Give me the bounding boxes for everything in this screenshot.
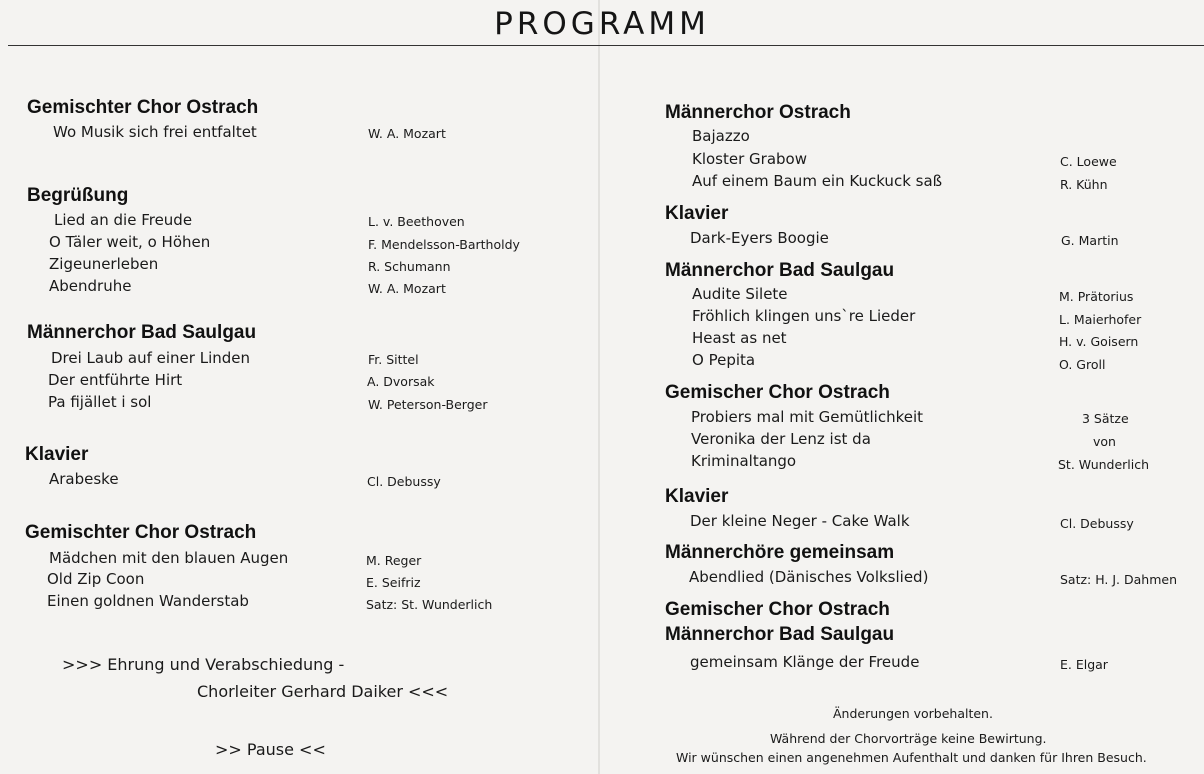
section-heading: Begrüßung	[27, 185, 129, 206]
piece-title: Mädchen mit den blauen Augen	[49, 549, 289, 567]
piece-composer: A. Dvorsak	[367, 374, 435, 389]
piece-composer: M. Prätorius	[1059, 289, 1134, 304]
piece-title: Heast as net	[692, 329, 787, 347]
piece-title: Abendlied (Dänisches Volkslied)	[689, 568, 929, 586]
piece-title: Audite Silete	[692, 285, 788, 303]
piece-title: Abendruhe	[49, 277, 132, 295]
piece-composer: Satz: H. J. Dahmen	[1060, 572, 1177, 587]
piece-title: Dark-Eyers Boogie	[690, 229, 829, 247]
piece-composer: E. Seifriz	[366, 575, 421, 590]
section-heading: Gemischer Chor Ostrach	[665, 599, 890, 620]
section-heading: Männerchor Ostrach	[665, 102, 851, 123]
section-heading: Männerchor Bad Saulgau	[27, 322, 257, 343]
section-heading: Gemischter Chor Ostrach	[25, 522, 257, 543]
piece-title: Kriminaltango	[691, 452, 797, 470]
piece-title: Kloster Grabow	[692, 150, 807, 168]
piece-title: Veronika der Lenz ist da	[691, 430, 871, 448]
piece-composer: G. Martin	[1061, 233, 1119, 248]
no-service-note: Während der Chorvorträge keine Bewirtung.	[770, 731, 1047, 746]
piece-composer: Cl. Debussy	[367, 474, 441, 489]
honor-line-1: >>> Ehrung und Verabschiedung -	[62, 655, 345, 674]
piece-composer: C. Loewe	[1060, 154, 1117, 169]
section-heading: Männerchor Bad Saulgau	[665, 260, 895, 281]
closing-note: Wir wünschen einen angenehmen Aufenthalt und danken für Ihren Besuch.	[676, 750, 1147, 765]
piece-composer: St. Wunderlich	[1058, 457, 1150, 472]
piece-title: Old Zip Coon	[47, 570, 145, 588]
piece-title: Arabeske	[49, 470, 119, 488]
piece-title: Zigeunerleben	[49, 255, 159, 273]
piece-composer: M. Reger	[366, 553, 422, 568]
piece-title: gemeinsam Klänge der Freude	[690, 653, 920, 671]
piece-title: Einen goldnen Wanderstab	[47, 592, 249, 610]
section-heading: Klavier	[25, 444, 89, 465]
title-rule	[8, 45, 1204, 46]
piece-composer: Cl. Debussy	[1060, 516, 1134, 531]
piece-composer: W. A. Mozart	[368, 126, 446, 141]
piece-title: Fröhlich klingen uns`re Lieder	[692, 307, 916, 325]
page-title: PROGRAMM	[494, 6, 710, 42]
piece-title: Bajazzo	[692, 127, 750, 145]
piece-title: Der kleine Neger - Cake Walk	[690, 512, 910, 530]
piece-composer: L. Maierhofer	[1059, 312, 1142, 327]
piece-title: O Täler weit, o Höhen	[49, 233, 211, 251]
piece-composer: W. A. Mozart	[368, 281, 446, 296]
piece-title: Lied an die Freude	[54, 211, 193, 229]
piece-composer: von	[1093, 434, 1116, 449]
changes-note: Änderungen vorbehalten.	[833, 706, 993, 721]
section-heading: Männerchöre gemeinsam	[665, 542, 895, 563]
section-heading: Gemischter Chor Ostrach	[27, 97, 259, 118]
piece-title: Der entführte Hirt	[48, 371, 183, 389]
piece-composer: Satz: St. Wunderlich	[366, 597, 493, 612]
piece-composer: L. v. Beethoven	[368, 214, 465, 229]
piece-title: Probiers mal mit Gemütlichkeit	[691, 408, 924, 426]
honor-line-2: Chorleiter Gerhard Daiker <<<	[197, 682, 449, 701]
piece-title: Pa fijället i sol	[48, 393, 152, 411]
section-heading: Gemischer Chor Ostrach	[665, 382, 890, 403]
piece-composer: 3 Sätze	[1082, 411, 1129, 426]
piece-title: O Pepita	[692, 351, 756, 369]
piece-composer: E. Elgar	[1060, 657, 1108, 672]
piece-composer: H. v. Goisern	[1059, 334, 1139, 349]
piece-composer: R. Kühn	[1060, 177, 1108, 192]
pause-label: >> Pause <<	[215, 740, 326, 759]
section-heading-2: Männerchor Bad Saulgau	[665, 624, 895, 645]
piece-composer: R. Schumann	[368, 259, 451, 274]
page-fold	[598, 0, 600, 774]
piece-composer: F. Mendelsson-Bartholdy	[368, 237, 520, 252]
section-heading: Klavier	[665, 203, 729, 224]
piece-title: Auf einem Baum ein Kuckuck saß	[692, 172, 943, 190]
piece-composer: Fr. Sittel	[368, 352, 419, 367]
piece-title: Wo Musik sich frei entfaltet	[53, 123, 257, 141]
piece-composer: O. Groll	[1059, 357, 1106, 372]
section-heading: Klavier	[665, 486, 729, 507]
piece-title: Drei Laub auf einer Linden	[51, 349, 250, 367]
piece-composer: W. Peterson-Berger	[368, 397, 488, 412]
